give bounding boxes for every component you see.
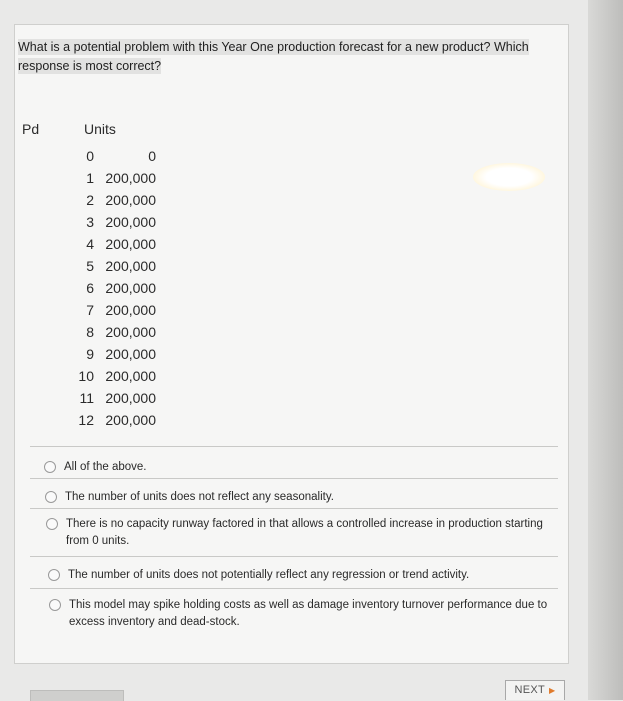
period-cell: 8 — [86, 324, 94, 340]
table-row — [74, 387, 164, 409]
radio-button[interactable] — [45, 491, 57, 503]
table-row — [74, 255, 164, 277]
answer-option-seasonality[interactable] — [45, 489, 545, 506]
units-cell: 0 — [148, 148, 156, 164]
bottom-button[interactable] — [30, 690, 124, 701]
period-cell: 12 — [78, 412, 94, 428]
options-divider — [30, 446, 558, 447]
period-cell: 7 — [86, 302, 94, 318]
units-cell: 200,000 — [105, 258, 156, 274]
radio-button[interactable] — [48, 569, 60, 581]
option-label: The number of units does not potentially reflect any regression or trend activity. — [68, 569, 470, 581]
answer-option-all[interactable] — [44, 459, 544, 476]
question-text — [18, 38, 573, 76]
radio-button[interactable] — [46, 518, 58, 530]
table-row — [74, 211, 164, 233]
units-cell: 200,000 — [105, 280, 156, 296]
option-label: The number of units does not reflect any seasonality. — [65, 491, 334, 503]
next-button[interactable] — [505, 680, 565, 700]
units-cell: 200,000 — [105, 368, 156, 384]
option-divider — [30, 508, 558, 509]
answer-option-capacity-runway[interactable] — [46, 516, 546, 550]
screen-glare — [473, 163, 545, 191]
radio-button[interactable] — [49, 599, 61, 611]
table-row — [74, 167, 164, 189]
play-arrow-icon: ▶ — [549, 686, 556, 695]
units-cell: 200,000 — [105, 390, 156, 406]
table-row — [74, 409, 164, 431]
table-row — [74, 189, 164, 211]
option-divider — [30, 556, 558, 557]
units-cell: 200,000 — [105, 236, 156, 252]
answer-option-holding-costs[interactable] — [49, 597, 549, 631]
period-cell: 0 — [86, 148, 94, 164]
option-label: All of the above. — [64, 461, 147, 473]
table-row — [74, 277, 164, 299]
next-label: NEXT — [514, 684, 546, 696]
background-edge — [588, 0, 623, 700]
units-cell: 200,000 — [105, 324, 156, 340]
period-cell: 11 — [79, 390, 94, 406]
question-prompt: What is a potential problem with this Year One production forecast for a new product? Which response is most correct? — [18, 40, 529, 73]
period-cell: 5 — [86, 258, 94, 274]
period-cell: 2 — [86, 192, 94, 208]
units-cell: 200,000 — [105, 170, 156, 186]
units-cell: 200,000 — [105, 214, 156, 230]
units-cell: 200,000 — [105, 346, 156, 362]
period-cell: 1 — [86, 170, 94, 186]
forecast-table — [74, 145, 164, 431]
table-row — [74, 365, 164, 387]
units-cell: 200,000 — [105, 192, 156, 208]
radio-button[interactable] — [44, 461, 56, 473]
option-label: This model may spike holding costs as well as damage inventory turnover performance due to excess inventory and dead-stock. — [69, 599, 548, 628]
pd-column-header: Pd — [22, 121, 40, 137]
table-row — [74, 299, 164, 321]
table-row — [74, 321, 164, 343]
period-cell: 4 — [86, 236, 94, 252]
option-divider — [30, 478, 558, 479]
answer-option-regression-trend[interactable] — [48, 567, 548, 584]
period-cell: 10 — [78, 368, 94, 384]
period-cell: 9 — [86, 346, 94, 362]
table-row — [74, 145, 164, 167]
units-cell: 200,000 — [105, 302, 156, 318]
option-divider — [30, 588, 558, 589]
period-cell: 3 — [86, 214, 94, 230]
table-row — [74, 343, 164, 365]
units-column-header: Units — [84, 121, 116, 137]
option-label: There is no capacity runway factored in that allows a controlled increase in production starting from 0 units. — [66, 518, 543, 547]
table-row — [74, 233, 164, 255]
units-cell: 200,000 — [105, 412, 156, 428]
period-cell: 6 — [86, 280, 94, 296]
